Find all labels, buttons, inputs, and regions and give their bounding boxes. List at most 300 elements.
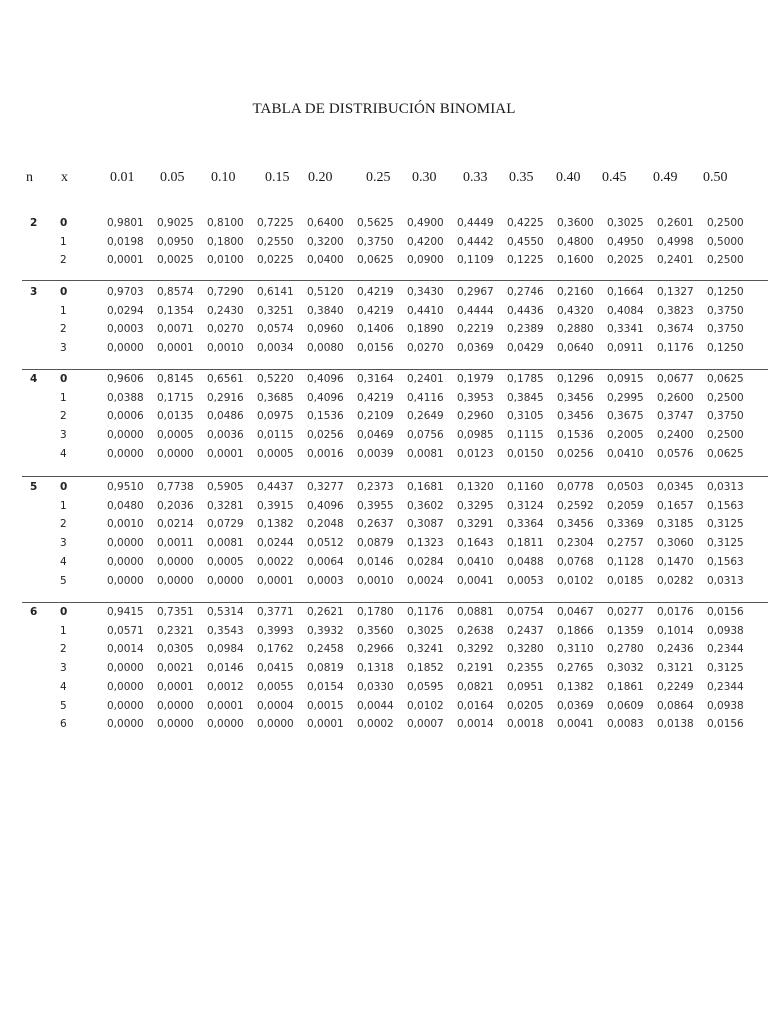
probability-cell: 0,6561: [207, 373, 244, 385]
x-value: 3: [60, 662, 67, 675]
table-row: [0, 575, 768, 593]
probability-cell: 0,0011: [157, 537, 194, 550]
probability-cell: 0,2389: [507, 323, 544, 336]
probability-cell: 0,0879: [357, 537, 394, 550]
probability-cell: 0,0244: [257, 537, 294, 550]
probability-cell: 0,0270: [407, 342, 444, 355]
probability-cell: 0,1250: [707, 342, 744, 355]
p-column-header: 0.49: [653, 170, 678, 185]
probability-cell: 0,3840: [307, 304, 344, 317]
probability-cell: 0,0911: [607, 342, 644, 355]
probability-cell: 0,3675: [607, 410, 644, 423]
probability-cell: 0,4200: [407, 235, 444, 248]
x-value: 4: [60, 555, 67, 568]
p-column-header: 0.33: [463, 170, 488, 185]
probability-cell: 0,2649: [407, 410, 444, 423]
probability-cell: 0,0005: [207, 555, 244, 568]
p-column-header: 0.45: [602, 170, 627, 185]
probability-cell: 0,1406: [357, 323, 394, 336]
probability-cell: 0,0080: [307, 342, 344, 355]
probability-cell: 0,0729: [207, 518, 244, 531]
probability-cell: 0,2601: [657, 217, 694, 229]
probability-cell: 0,1382: [257, 518, 294, 531]
x-value: 2: [60, 643, 67, 656]
probability-cell: 0,1176: [407, 606, 444, 618]
probability-cell: 0,0595: [407, 680, 444, 693]
probability-cell: 0,1762: [257, 643, 294, 656]
probability-cell: 0,0915: [607, 373, 644, 385]
x-value: 1: [60, 624, 67, 637]
probability-cell: 0,1225: [507, 254, 544, 267]
probability-cell: 0,2550: [257, 235, 294, 248]
probability-cell: 0,4550: [507, 235, 544, 248]
table-row: [0, 286, 768, 304]
probability-cell: 0,2344: [707, 643, 744, 656]
probability-cell: 0,3032: [607, 662, 644, 675]
probability-cell: 0,0754: [507, 606, 544, 618]
x-value: 0: [60, 373, 68, 385]
table-row: [0, 236, 768, 254]
probability-cell: 0,2304: [557, 537, 594, 550]
probability-cell: 0,8145: [157, 373, 194, 385]
x-value: 1: [60, 235, 67, 248]
probability-cell: 0,5625: [357, 217, 394, 229]
probability-cell: 0,0313: [707, 574, 744, 587]
probability-cell: 0,0156: [707, 718, 744, 731]
probability-cell: 0,0198: [107, 235, 144, 248]
n-value: 6: [30, 606, 38, 618]
probability-cell: 0,3674: [657, 323, 694, 336]
probability-cell: 0,1600: [557, 254, 594, 267]
x-value: 0: [60, 481, 68, 493]
probability-cell: 0,0102: [557, 574, 594, 587]
probability-cell: 0,3164: [357, 373, 394, 385]
probability-cell: 0,0053: [507, 574, 544, 587]
probability-cell: 0,0012: [207, 680, 244, 693]
probability-cell: 0,0010: [207, 342, 244, 355]
x-value: 1: [60, 304, 67, 317]
probability-cell: 0,3125: [707, 518, 744, 531]
p-column-header: 0.30: [412, 170, 437, 185]
x-value: 0: [60, 217, 68, 229]
probability-cell: 0,5120: [307, 286, 344, 298]
probability-cell: 0,4950: [607, 235, 644, 248]
x-value: 5: [60, 574, 67, 587]
probability-cell: 0,0150: [507, 447, 544, 460]
probability-cell: 0,3915: [257, 499, 294, 512]
table-row: [0, 662, 768, 680]
probability-cell: 0,1323: [407, 537, 444, 550]
table-row: [0, 217, 768, 235]
probability-cell: 0,3125: [707, 662, 744, 675]
probability-cell: 0,1780: [357, 606, 394, 618]
probability-cell: 0,0294: [107, 304, 144, 317]
probability-cell: 0,2458: [307, 643, 344, 656]
x-value: 2: [60, 410, 67, 423]
probability-cell: 0,0345: [657, 481, 694, 493]
probability-cell: 0,0115: [257, 429, 294, 442]
probability-cell: 0,1327: [657, 286, 694, 298]
probability-cell: 0,2880: [557, 323, 594, 336]
table-row: [0, 518, 768, 536]
probability-cell: 0,4219: [357, 304, 394, 317]
probability-cell: 0,0123: [457, 447, 494, 460]
probability-cell: 0,0006: [107, 410, 144, 423]
probability-cell: 0,2321: [157, 624, 194, 637]
n-value: 3: [30, 286, 38, 298]
probability-cell: 0,1128: [607, 555, 644, 568]
probability-cell: 0,0571: [107, 624, 144, 637]
probability-cell: 0,3955: [357, 499, 394, 512]
probability-cell: 0,4219: [357, 286, 394, 298]
probability-cell: 0,2967: [457, 286, 494, 298]
table-row: [0, 537, 768, 555]
probability-cell: 0,0154: [307, 680, 344, 693]
probability-cell: 0,2500: [707, 217, 744, 229]
probability-cell: 0,0100: [207, 254, 244, 267]
probability-cell: 0,2036: [157, 499, 194, 512]
x-value: 5: [60, 699, 67, 712]
probability-cell: 0,3953: [457, 391, 494, 404]
probability-cell: 0,0005: [157, 429, 194, 442]
table-row: [0, 681, 768, 699]
probability-cell: 0,4096: [307, 391, 344, 404]
probability-cell: 0,0000: [207, 574, 244, 587]
probability-cell: 0,4444: [457, 304, 494, 317]
probability-cell: 0,0369: [457, 342, 494, 355]
probability-cell: 0,2637: [357, 518, 394, 531]
probability-cell: 0,3456: [557, 410, 594, 423]
probability-cell: 0,0025: [157, 254, 194, 267]
probability-cell: 0,0640: [557, 342, 594, 355]
probability-cell: 0,3750: [707, 323, 744, 336]
probability-cell: 0,0000: [107, 555, 144, 568]
probability-cell: 0,5314: [207, 606, 244, 618]
probability-cell: 0,4900: [407, 217, 444, 229]
probability-cell: 0,0010: [107, 518, 144, 531]
x-value: 3: [60, 537, 67, 550]
probability-cell: 0,3750: [707, 304, 744, 317]
probability-cell: 0,0256: [307, 429, 344, 442]
probability-cell: 0,4096: [307, 373, 344, 385]
probability-cell: 0,0778: [557, 481, 594, 493]
probability-cell: 0,0176: [657, 606, 694, 618]
probability-cell: 0,0000: [107, 680, 144, 693]
probability-cell: 0,2025: [607, 254, 644, 267]
probability-cell: 0,1785: [507, 373, 544, 385]
probability-cell: 0,0135: [157, 410, 194, 423]
probability-cell: 0,4320: [557, 304, 594, 317]
probability-cell: 0,1657: [657, 499, 694, 512]
probability-cell: 0,3747: [657, 410, 694, 423]
probability-cell: 0,3364: [507, 518, 544, 531]
probability-cell: 0,4096: [307, 499, 344, 512]
x-value: 3: [60, 429, 67, 442]
probability-cell: 0,1354: [157, 304, 194, 317]
block-divider: [22, 602, 768, 603]
probability-cell: 0,0001: [257, 574, 294, 587]
probability-cell: 0,2430: [207, 304, 244, 317]
probability-cell: 0,3281: [207, 499, 244, 512]
probability-cell: 0,1811: [507, 537, 544, 550]
probability-cell: 0,0576: [657, 447, 694, 460]
table-row: [0, 625, 768, 643]
probability-cell: 0,2746: [507, 286, 544, 298]
probability-cell: 0,0821: [457, 680, 494, 693]
x-column-header: x: [61, 170, 68, 185]
probability-cell: 0,5000: [707, 235, 744, 248]
probability-cell: 0,6141: [257, 286, 294, 298]
probability-cell: 0,9415: [107, 606, 144, 618]
block-divider: [22, 280, 768, 281]
probability-cell: 0,4449: [457, 217, 494, 229]
probability-cell: 0,0768: [557, 555, 594, 568]
probability-cell: 0,0205: [507, 699, 544, 712]
table-row: [0, 643, 768, 661]
probability-cell: 0,0574: [257, 323, 294, 336]
probability-cell: 0,4410: [407, 304, 444, 317]
table-row: [0, 718, 768, 736]
table-row: [0, 410, 768, 428]
probability-cell: 0,2059: [607, 499, 644, 512]
probability-cell: 0,5220: [257, 373, 294, 385]
probability-cell: 0,0034: [257, 342, 294, 355]
probability-cell: 0,2373: [357, 481, 394, 493]
probability-cell: 0,2500: [707, 254, 744, 267]
probability-cell: 0,0214: [157, 518, 194, 531]
probability-cell: 0,3125: [707, 537, 744, 550]
probability-cell: 0,0415: [257, 662, 294, 675]
probability-cell: 0,6400: [307, 217, 344, 229]
probability-cell: 0,0000: [107, 574, 144, 587]
probability-cell: 0,0864: [657, 699, 694, 712]
probability-cell: 0,9510: [107, 481, 144, 493]
probability-cell: 0,0284: [407, 555, 444, 568]
n-value: 2: [30, 217, 38, 229]
probability-cell: 0,3292: [457, 643, 494, 656]
probability-cell: 0,1250: [707, 286, 744, 298]
table-row: [0, 606, 768, 624]
probability-cell: 0,2765: [557, 662, 594, 675]
probability-cell: 0,0677: [657, 373, 694, 385]
x-value: 4: [60, 447, 67, 460]
probability-cell: 0,1866: [557, 624, 594, 637]
probability-cell: 0,1563: [707, 499, 744, 512]
probability-cell: 0,0369: [557, 699, 594, 712]
probability-cell: 0,0007: [407, 718, 444, 731]
table-row: [0, 323, 768, 341]
probability-cell: 0,0146: [357, 555, 394, 568]
p-column-header: 0.15: [265, 170, 290, 185]
probability-cell: 0,2401: [407, 373, 444, 385]
probability-cell: 0,7351: [157, 606, 194, 618]
probability-cell: 0,0022: [257, 555, 294, 568]
x-value: 2: [60, 518, 67, 531]
probability-cell: 0,9703: [107, 286, 144, 298]
probability-cell: 0,1382: [557, 680, 594, 693]
probability-cell: 0,3600: [557, 217, 594, 229]
p-column-header: 0.50: [703, 170, 728, 185]
probability-cell: 0,3200: [307, 235, 344, 248]
x-value: 0: [60, 286, 68, 298]
probability-cell: 0,2400: [657, 429, 694, 442]
probability-cell: 0,0984: [207, 643, 244, 656]
table-row: [0, 254, 768, 272]
probability-cell: 0,0000: [107, 699, 144, 712]
probability-cell: 0,2401: [657, 254, 694, 267]
probability-cell: 0,0488: [507, 555, 544, 568]
probability-cell: 0,2621: [307, 606, 344, 618]
probability-cell: 0,0000: [207, 718, 244, 731]
probability-cell: 0,2600: [657, 391, 694, 404]
probability-cell: 0,0055: [257, 680, 294, 693]
probability-cell: 0,2995: [607, 391, 644, 404]
probability-cell: 0,0001: [157, 342, 194, 355]
probability-cell: 0,0000: [157, 555, 194, 568]
probability-cell: 0,0282: [657, 574, 694, 587]
probability-cell: 0,2344: [707, 680, 744, 693]
probability-cell: 0,0609: [607, 699, 644, 712]
x-value: 0: [60, 606, 68, 618]
probability-cell: 0,3750: [357, 235, 394, 248]
probability-cell: 0,3110: [557, 643, 594, 656]
probability-cell: 0,7738: [157, 481, 194, 493]
probability-cell: 0,0000: [107, 429, 144, 442]
n-column-header: n: [26, 170, 33, 185]
table-row: [0, 700, 768, 718]
probability-cell: 0,0003: [107, 323, 144, 336]
probability-cell: 0,3185: [657, 518, 694, 531]
probability-cell: 0,0156: [707, 606, 744, 618]
probability-cell: 0,3456: [557, 391, 594, 404]
p-column-header: 0.25: [366, 170, 391, 185]
probability-cell: 0,2160: [557, 286, 594, 298]
probability-cell: 0,0071: [157, 323, 194, 336]
probability-cell: 0,0900: [407, 254, 444, 267]
probability-cell: 0,0001: [157, 680, 194, 693]
probability-cell: 0,8574: [157, 286, 194, 298]
probability-cell: 0,0625: [707, 373, 744, 385]
probability-cell: 0,0410: [607, 447, 644, 460]
probability-cell: 0,0001: [207, 447, 244, 460]
p-column-header: 0.01: [110, 170, 135, 185]
probability-cell: 0,0960: [307, 323, 344, 336]
probability-cell: 0,2757: [607, 537, 644, 550]
probability-cell: 0,5905: [207, 481, 244, 493]
probability-cell: 0,0036: [207, 429, 244, 442]
probability-cell: 0,1176: [657, 342, 694, 355]
table-row: [0, 342, 768, 360]
probability-cell: 0,3291: [457, 518, 494, 531]
probability-cell: 0,0881: [457, 606, 494, 618]
probability-cell: 0,1359: [607, 624, 644, 637]
probability-cell: 0,0146: [207, 662, 244, 675]
probability-cell: 0,0410: [457, 555, 494, 568]
probability-cell: 0,2437: [507, 624, 544, 637]
x-value: 1: [60, 391, 67, 404]
probability-cell: 0,0512: [307, 537, 344, 550]
page-title: TABLA DE DISTRIBUCIÓN BINOMIAL: [252, 101, 516, 117]
probability-cell: 0,0164: [457, 699, 494, 712]
probability-cell: 0,3685: [257, 391, 294, 404]
probability-cell: 0,2966: [357, 643, 394, 656]
probability-cell: 0,2916: [207, 391, 244, 404]
probability-cell: 0,2048: [307, 518, 344, 531]
probability-cell: 0,0001: [307, 718, 344, 731]
probability-cell: 0,0102: [407, 699, 444, 712]
probability-cell: 0,1109: [457, 254, 494, 267]
n-value: 5: [30, 481, 38, 493]
x-value: 1: [60, 499, 67, 512]
probability-cell: 0,3121: [657, 662, 694, 675]
probability-cell: 0,0305: [157, 643, 194, 656]
probability-cell: 0,1715: [157, 391, 194, 404]
probability-cell: 0,2500: [707, 391, 744, 404]
probability-cell: 0,0503: [607, 481, 644, 493]
probability-cell: 0,0000: [157, 447, 194, 460]
probability-cell: 0,4998: [657, 235, 694, 248]
probability-cell: 0,3560: [357, 624, 394, 637]
table-row: [0, 429, 768, 447]
probability-cell: 0,4437: [257, 481, 294, 493]
probability-cell: 0,0041: [557, 718, 594, 731]
table-row: [0, 373, 768, 391]
probability-cell: 0,9606: [107, 373, 144, 385]
probability-cell: 0,0000: [107, 447, 144, 460]
probability-cell: 0,7290: [207, 286, 244, 298]
probability-cell: 0,3823: [657, 304, 694, 317]
probability-cell: 0,0001: [107, 254, 144, 267]
probability-cell: 0,1320: [457, 481, 494, 493]
probability-cell: 0,0156: [357, 342, 394, 355]
probability-cell: 0,0015: [307, 699, 344, 712]
probability-cell: 0,1852: [407, 662, 444, 675]
probability-cell: 0,0225: [257, 254, 294, 267]
probability-cell: 0,0938: [707, 699, 744, 712]
probability-cell: 0,0313: [707, 481, 744, 493]
probability-cell: 0,2355: [507, 662, 544, 675]
probability-cell: 0,0756: [407, 429, 444, 442]
probability-cell: 0,1800: [207, 235, 244, 248]
probability-cell: 0,3277: [307, 481, 344, 493]
probability-cell: 0,0000: [257, 718, 294, 731]
probability-cell: 0,3341: [607, 323, 644, 336]
probability-cell: 0,3087: [407, 518, 444, 531]
probability-cell: 0,0083: [607, 718, 644, 731]
probability-cell: 0,3993: [257, 624, 294, 637]
probability-cell: 0,3845: [507, 391, 544, 404]
p-column-header: 0.35: [509, 170, 534, 185]
probability-cell: 0,0016: [307, 447, 344, 460]
probability-cell: 0,4225: [507, 217, 544, 229]
probability-cell: 0,1643: [457, 537, 494, 550]
probability-cell: 0,0486: [207, 410, 244, 423]
probability-cell: 0,0625: [357, 254, 394, 267]
probability-cell: 0,3543: [207, 624, 244, 637]
probability-cell: 0,0138: [657, 718, 694, 731]
probability-cell: 0,3124: [507, 499, 544, 512]
probability-cell: 0,0039: [357, 447, 394, 460]
probability-cell: 0,7225: [257, 217, 294, 229]
probability-cell: 0,0010: [357, 574, 394, 587]
probability-cell: 0,4219: [357, 391, 394, 404]
probability-cell: 0,3750: [707, 410, 744, 423]
probability-cell: 0,3280: [507, 643, 544, 656]
probability-cell: 0,4084: [607, 304, 644, 317]
probability-cell: 0,1536: [307, 410, 344, 423]
probability-cell: 0,0000: [107, 342, 144, 355]
probability-cell: 0,3060: [657, 537, 694, 550]
